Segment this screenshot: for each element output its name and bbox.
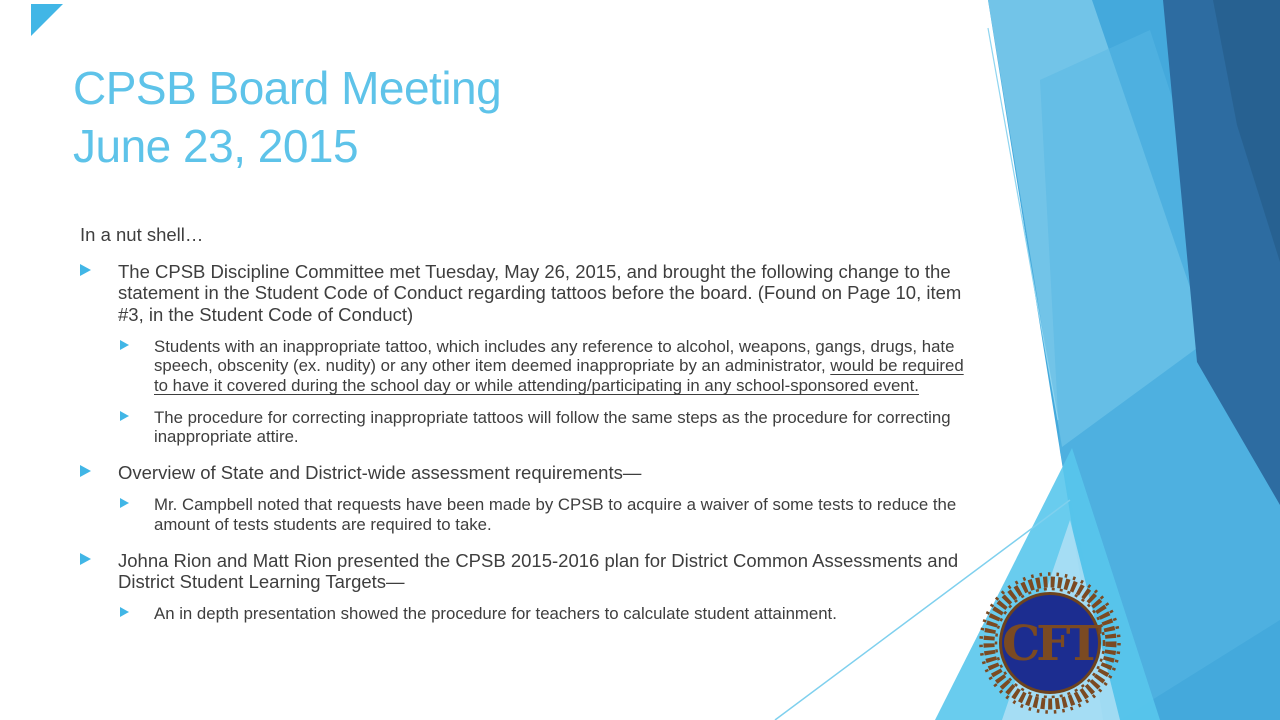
- slide-title-line2: June 23, 2015: [73, 119, 359, 172]
- sub-bullet-text: [154, 337, 968, 396]
- slide-title: [73, 60, 501, 176]
- sub-bullet-item: [120, 495, 968, 534]
- bullet-text: Overview of State and District-wide assessment requirements—: [118, 462, 642, 483]
- bullet-arrow-icon: [80, 264, 91, 276]
- sub-bullet-text: The procedure for correcting inappropriate tattoos will follow the same steps as the procedure for correcting inappropriate attire.: [154, 407, 951, 447]
- bullet-arrow-icon: [80, 553, 91, 565]
- sub-bullet-arrow-icon: [120, 498, 129, 508]
- slide-title-line1: CPSB Board Meeting: [73, 62, 502, 114]
- bullet-item: [80, 550, 968, 593]
- sub-bullet-arrow-icon: [120, 607, 129, 617]
- cft-monogram: CFT: [1002, 616, 1098, 672]
- sub-bullet-item: [120, 604, 968, 624]
- bullet-text: The CPSB Discipline Committee met Tuesday, May 26, 2015, and brought the following change to the statement in the Student Code of Conduct regarding tattoos before the board. (Found on Page 10, item #3, in the Student Code of Conduct): [118, 261, 962, 325]
- sub-bullet-text: Mr. Campbell noted that requests have been made by CPSB to acquire a waiver of some tests to reduce the amount of tests students are required to take.: [154, 495, 957, 534]
- intro-text: In a nut shell…: [80, 224, 204, 245]
- sub-bullet-text-normal: Students with an inappropriate tattoo, which includes any reference to alcohol, weapons, gangs, drugs, hate speech, obscenity (ex. nudity) or any other item deemed inappropriate by an administrator,: [154, 336, 955, 376]
- sub-bullet-text: An in depth presentation showed the procedure for teachers to calculate student attainment.: [154, 604, 837, 624]
- bullet-text: Johna Rion and Matt Rion presented the CPSB 2015-2016 plan for District Common Assessments and District Student Learning Targets—: [118, 549, 959, 592]
- cft-logo: [975, 568, 1125, 718]
- slide-body: [80, 224, 968, 624]
- sub-bullet-text-underlined: would be required to have it covered during the school day or while attending/participating in any school-sponsored event.: [154, 356, 964, 396]
- bullet-arrow-icon: [80, 465, 91, 477]
- sub-bullet-arrow-icon: [120, 411, 129, 421]
- sub-bullet-arrow-icon: [120, 340, 129, 350]
- sub-bullet-item: [120, 408, 968, 447]
- corner-triangle: [31, 4, 63, 36]
- bullet-item: [80, 462, 968, 483]
- sub-bullet-item: [120, 337, 968, 396]
- bullet-item: [80, 261, 968, 325]
